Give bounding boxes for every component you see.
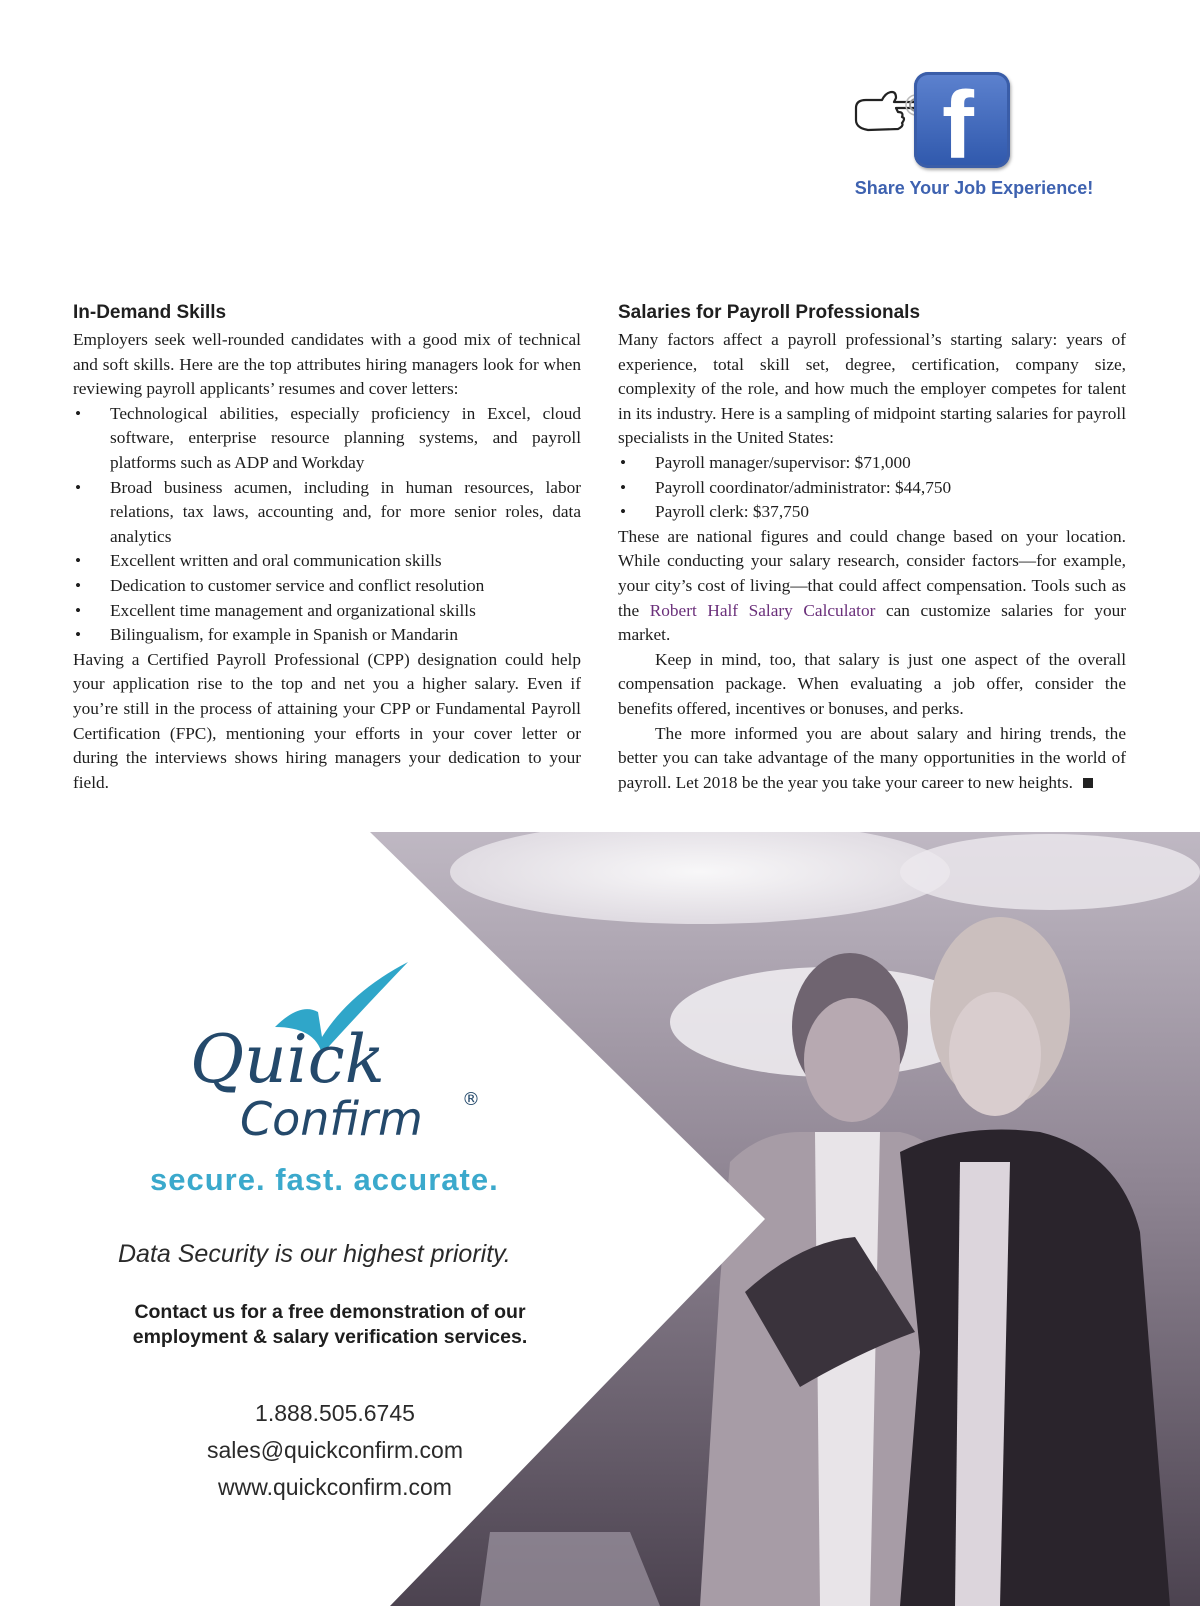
quickconfirm-brand <box>0 832 1200 1606</box>
website-link[interactable]: www.quickconfirm.com <box>218 1474 452 1500</box>
figures-text-end: can customize salaries for your market. <box>618 600 1127 645</box>
in-demand-skills-section <box>73 300 581 795</box>
salary-list <box>618 451 1126 525</box>
list-item: • Bilingualism, for example in Spanish or Mandarin <box>73 623 581 648</box>
facebook-letter: f <box>942 72 974 179</box>
list-item: • Payroll clerk: $37,750 <box>618 500 1126 525</box>
facebook-icon[interactable] <box>914 72 1010 179</box>
section-heading: Salaries for Payroll Professionals <box>618 302 921 323</box>
security-statement: Data Security is our highest priority. <box>118 1240 511 1268</box>
closing-paragraph: Having a Certified Payroll Professional (CPP) designation could help your application rise to the top and net you a higher salary. Even if you’re still in the process of attaining your CPP or Fundamental Payroll Certification (FPC), mentioning your efforts in your cover letter or during the interviews shows hiring managers your dedication to your field. <box>73 649 581 792</box>
list-item: • Payroll manager/supervisor: $71,000 <box>618 451 1126 476</box>
section-heading: In-Demand Skills <box>73 302 227 323</box>
intro-paragraph: Many factors affect a payroll professional’s starting salary: years of experience, total skill set, degree, certification, company size, complexity of the role, and how much the employer competes for talent in its industry. Here is a sampling of midpoint starting salaries for payroll specialists in the United States: <box>618 330 1126 448</box>
figures-paragraph <box>618 525 1126 648</box>
list-item: • Excellent time management and organizational skills <box>73 599 581 624</box>
quickconfirm-logo <box>0 832 1200 1162</box>
list-item: • Payroll coordinator/administrator: $44,750 <box>618 476 1126 501</box>
facebook-share[interactable] <box>852 70 1092 210</box>
closing-paragraph <box>618 722 1126 796</box>
logo-word-confirm: Confirm <box>240 1092 423 1146</box>
share-caption[interactable]: Share Your Job Experience! <box>854 178 1094 198</box>
end-mark-icon <box>1083 778 1093 788</box>
registered-mark: ® <box>462 1089 480 1110</box>
salaries-section <box>618 300 1126 795</box>
list-item: • Broad business acumen, including in human resources, labor relations, tax laws, accounting and, for more senior roles, data analytics <box>73 476 581 550</box>
phone-number[interactable]: 1.888.505.6745 <box>255 1400 415 1426</box>
list-item: • Technological abilities, especially proficiency in Excel, cloud software, enterprise resource planning systems, and payroll platforms such as ADP and Workday <box>73 402 581 476</box>
quickconfirm-ad <box>0 832 1200 1606</box>
list-item: • Dedication to customer service and conflict resolution <box>73 574 581 599</box>
list-item: • Excellent written and oral communication skills <box>73 549 581 574</box>
pointing-hand-icon <box>852 86 922 136</box>
figures-text: These are national figures and could change based on your location. While conducting your salary research, consider factors—for example, your city’s cost of living—that could affect compensation. Tools such as the <box>618 526 1126 620</box>
closing-text: The more informed you are about salary and hiring trends, the better you can take advantage of the many opportunities in the world of payroll. Let 2018 be the year you take your career to new heights. <box>618 723 1126 792</box>
contact-details <box>150 1395 520 1506</box>
salary-calculator-link[interactable]: Robert Half Salary Calculator <box>649 600 876 620</box>
tagline: secure. fast. accurate. <box>150 1162 499 1197</box>
compensation-paragraph: Keep in mind, too, that salary is just one aspect of the overall compensation package. When evaluating a job offer, consider the benefits offered, incentives or bonuses, and perks. <box>618 649 1126 718</box>
skills-list <box>73 402 581 648</box>
intro-paragraph: Employers seek well-rounded candidates with a good mix of technical and soft skills. Here are the top attributes hiring managers look for when reviewing payroll applicants’ resumes and cover letters: <box>73 330 581 399</box>
contact-prompt: Contact us for a free demonstration of our employment & salary verification services. <box>132 1301 528 1348</box>
email-address[interactable]: sales@quickconfirm.com <box>207 1437 463 1463</box>
logo-word-quick: Quick <box>190 1021 385 1098</box>
